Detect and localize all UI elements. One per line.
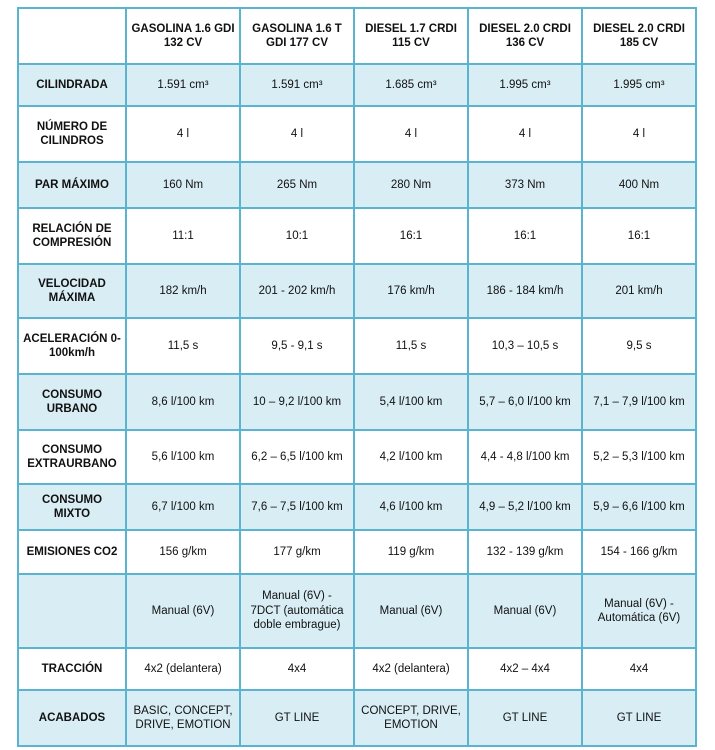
table-row bbox=[18, 106, 696, 162]
row-label: CONSUMO EXTRAURBANO bbox=[18, 430, 126, 484]
table-cell: 16:1 bbox=[354, 208, 468, 264]
table-row bbox=[18, 374, 696, 430]
row-label: CILINDRADA bbox=[18, 64, 126, 106]
table-cell: 201 km/h bbox=[582, 264, 696, 318]
column-header: DIESEL 1.7 CRDI 115 CV bbox=[354, 8, 468, 64]
row-label: VELOCIDAD MÁXIMA bbox=[18, 264, 126, 318]
table-row bbox=[18, 574, 696, 648]
row-label: EMISIONES CO2 bbox=[18, 530, 126, 574]
table-cell: CONCEPT, DRIVE, EMOTION bbox=[354, 690, 468, 746]
table-cell: 4,2 l/100 km bbox=[354, 430, 468, 484]
table-cell: 7,6 – 7,5 l/100 km bbox=[240, 484, 354, 530]
table-cell: 11,5 s bbox=[354, 318, 468, 374]
row-label: ACELERACIÓN 0- 100km/h bbox=[18, 318, 126, 374]
corner-cell bbox=[18, 8, 126, 64]
row-label: TRACCIÓN bbox=[18, 648, 126, 690]
table-cell: 10,3 – 10,5 s bbox=[468, 318, 582, 374]
table-cell: GT LINE bbox=[468, 690, 582, 746]
table-cell: 1.591 cm³ bbox=[126, 64, 240, 106]
table-cell: 156 g/km bbox=[126, 530, 240, 574]
table-cell: 10:1 bbox=[240, 208, 354, 264]
table-cell: 182 km/h bbox=[126, 264, 240, 318]
table-cell: 4x2 (delantera) bbox=[126, 648, 240, 690]
table-cell: 11:1 bbox=[126, 208, 240, 264]
table-cell: 4x2 – 4x4 bbox=[468, 648, 582, 690]
table-cell: GT LINE bbox=[582, 690, 696, 746]
table-cell: 10 – 9,2 l/100 km bbox=[240, 374, 354, 430]
engine-spec-table bbox=[17, 7, 697, 747]
table-row bbox=[18, 484, 696, 530]
table-cell: 5,9 – 6,6 l/100 km bbox=[582, 484, 696, 530]
table-cell: 4,4 - 4,8 l/100 km bbox=[468, 430, 582, 484]
table-cell: 4 l bbox=[126, 106, 240, 162]
row-label: CONSUMO URBANO bbox=[18, 374, 126, 430]
table-cell: 5,7 – 6,0 l/100 km bbox=[468, 374, 582, 430]
table-cell: 280 Nm bbox=[354, 162, 468, 208]
column-header: DIESEL 2.0 CRDI 136 CV bbox=[468, 8, 582, 64]
row-label bbox=[18, 574, 126, 648]
table-row bbox=[18, 264, 696, 318]
table-cell: Manual (6V) bbox=[354, 574, 468, 648]
table-cell: 4 l bbox=[582, 106, 696, 162]
table-cell: 201 - 202 km/h bbox=[240, 264, 354, 318]
table-cell: 132 - 139 g/km bbox=[468, 530, 582, 574]
table-cell: 8,6 l/100 km bbox=[126, 374, 240, 430]
table-cell: 176 km/h bbox=[354, 264, 468, 318]
table-cell: 4x2 (delantera) bbox=[354, 648, 468, 690]
table-row bbox=[18, 64, 696, 106]
table-cell: 5,6 l/100 km bbox=[126, 430, 240, 484]
table-cell: 11,5 s bbox=[126, 318, 240, 374]
table-row bbox=[18, 530, 696, 574]
row-label: RELACIÓN DE COMPRESIÓN bbox=[18, 208, 126, 264]
table-cell: 1.685 cm³ bbox=[354, 64, 468, 106]
table-cell: 6,7 l/100 km bbox=[126, 484, 240, 530]
table-cell: 1.995 cm³ bbox=[468, 64, 582, 106]
table-cell: 119 g/km bbox=[354, 530, 468, 574]
table-cell: 16:1 bbox=[468, 208, 582, 264]
table-cell: 4 l bbox=[240, 106, 354, 162]
table-cell: 4x4 bbox=[582, 648, 696, 690]
table-cell: GT LINE bbox=[240, 690, 354, 746]
table-cell: 4,9 – 5,2 l/100 km bbox=[468, 484, 582, 530]
table-row bbox=[18, 208, 696, 264]
spec-table-container bbox=[17, 7, 697, 747]
table-cell: 186 - 184 km/h bbox=[468, 264, 582, 318]
table-cell: 4 l bbox=[354, 106, 468, 162]
column-header: GASOLINA 1.6 GDI 132 CV bbox=[126, 8, 240, 64]
table-cell: Manual (6V) bbox=[468, 574, 582, 648]
table-cell: 5,2 – 5,3 l/100 km bbox=[582, 430, 696, 484]
table-row bbox=[18, 648, 696, 690]
table-cell: 4 l bbox=[468, 106, 582, 162]
table-cell: 154 - 166 g/km bbox=[582, 530, 696, 574]
table-cell: 265 Nm bbox=[240, 162, 354, 208]
table-cell: 6,2 – 6,5 l/100 km bbox=[240, 430, 354, 484]
table-cell: 9,5 - 9,1 s bbox=[240, 318, 354, 374]
header-row bbox=[18, 8, 696, 64]
table-row bbox=[18, 430, 696, 484]
table-cell: Manual (6V) - 7DCT (automática doble embrague) bbox=[240, 574, 354, 648]
table-cell: 177 g/km bbox=[240, 530, 354, 574]
table-cell: 7,1 – 7,9 l/100 km bbox=[582, 374, 696, 430]
table-row bbox=[18, 162, 696, 208]
table-cell: 5,4 l/100 km bbox=[354, 374, 468, 430]
table-cell: 16:1 bbox=[582, 208, 696, 264]
table-row bbox=[18, 690, 696, 746]
table-cell: 4,6 l/100 km bbox=[354, 484, 468, 530]
column-header: DIESEL 2.0 CRDI 185 CV bbox=[582, 8, 696, 64]
row-label: PAR MÁXIMO bbox=[18, 162, 126, 208]
row-label: CONSUMO MIXTO bbox=[18, 484, 126, 530]
row-label: NÚMERO DE CILINDROS bbox=[18, 106, 126, 162]
table-cell: Manual (6V) bbox=[126, 574, 240, 648]
table-cell: 1.591 cm³ bbox=[240, 64, 354, 106]
table-cell: 400 Nm bbox=[582, 162, 696, 208]
table-cell: 9,5 s bbox=[582, 318, 696, 374]
row-label: ACABADOS bbox=[18, 690, 126, 746]
table-cell: 160 Nm bbox=[126, 162, 240, 208]
table-cell: 4x4 bbox=[240, 648, 354, 690]
table-cell: Manual (6V) - Automática (6V) bbox=[582, 574, 696, 648]
column-header: GASOLINA 1.6 T GDI 177 CV bbox=[240, 8, 354, 64]
table-cell: BASIC, CONCEPT, DRIVE, EMOTION bbox=[126, 690, 240, 746]
table-cell: 1.995 cm³ bbox=[582, 64, 696, 106]
table-cell: 373 Nm bbox=[468, 162, 582, 208]
table-row bbox=[18, 318, 696, 374]
